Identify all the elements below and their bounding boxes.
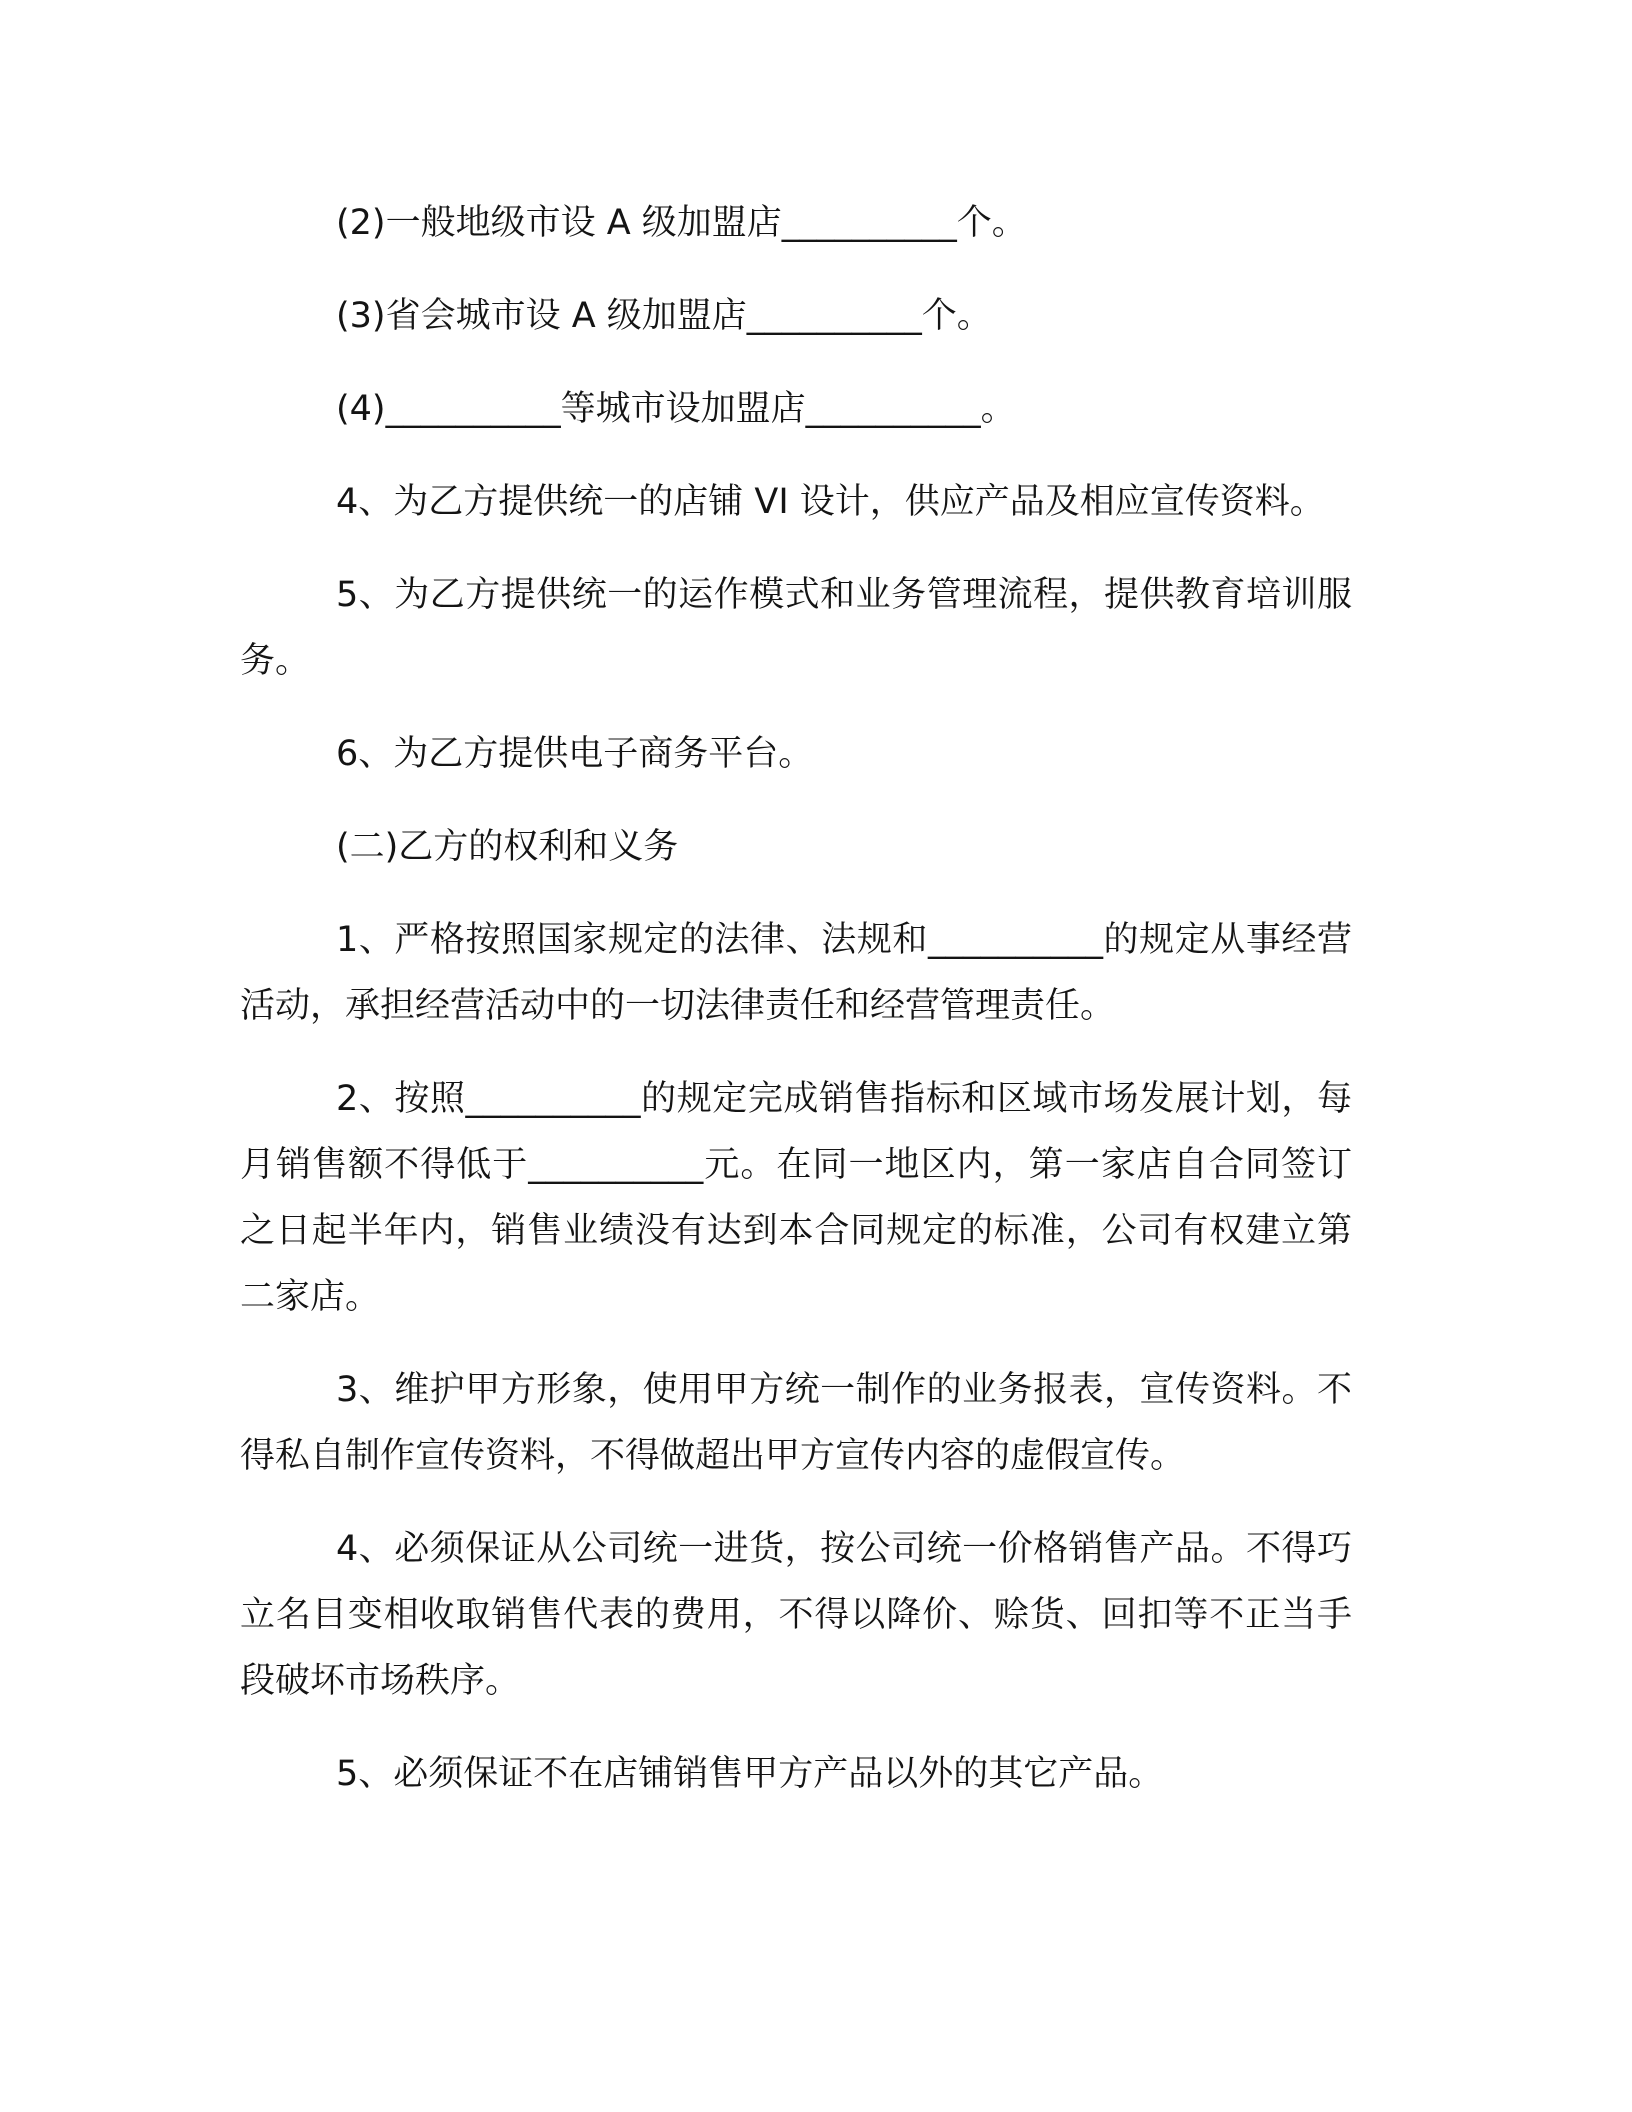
- clause-paragraph: 3、维护甲方形象，使用甲方统一制作的业务报表，宣传资料。不得私自制作宣传资料，不得做超出甲方宣传内容的虚假宣传。: [240, 1370, 1352, 1476]
- clause-paragraph: 5、为乙方提供统一的运作模式和业务管理流程，提供教育培训服务。: [240, 575, 1352, 681]
- clause-paragraph: 2、按照__________的规定完成销售指标和区域市场发展计划，每月销售额不得低于__________元。在同一地区内，第一家店自合同签订之日起半年内，销售业绩没有达到本合同规定的标准，公司有权建立第二家店。: [240, 1079, 1352, 1317]
- clause-paragraph: 1、严格按照国家规定的法律、法规和__________的规定从事经营活动，承担经营活动中的一切法律责任和经营管理责任。: [240, 920, 1352, 1026]
- clause-paragraph: (2)一般地级市设 A 级加盟店__________个。: [336, 203, 1027, 243]
- clause-paragraph: (3)省会城市设 A 级加盟店__________个。: [336, 296, 992, 336]
- clause-paragraph: 5、必须保证不在店铺销售甲方产品以外的其它产品。: [336, 1754, 1164, 1794]
- section-heading: (二)乙方的权利和义务: [336, 827, 679, 867]
- clause-paragraph: 6、为乙方提供电子商务平台。: [336, 734, 814, 774]
- clause-paragraph: (4)__________等城市设加盟店__________。: [336, 389, 1016, 429]
- clause-paragraph: 4、必须保证从公司统一进货，按公司统一价格销售产品。不得巧立名目变相收取销售代表的费用，不得以降价、赊货、回扣等不正当手段破坏市场秩序。: [240, 1529, 1352, 1701]
- clause-paragraph: 4、为乙方提供统一的店铺 VI 设计，供应产品及相应宣传资料。: [336, 482, 1325, 522]
- document-body: [240, 190, 1352, 1834]
